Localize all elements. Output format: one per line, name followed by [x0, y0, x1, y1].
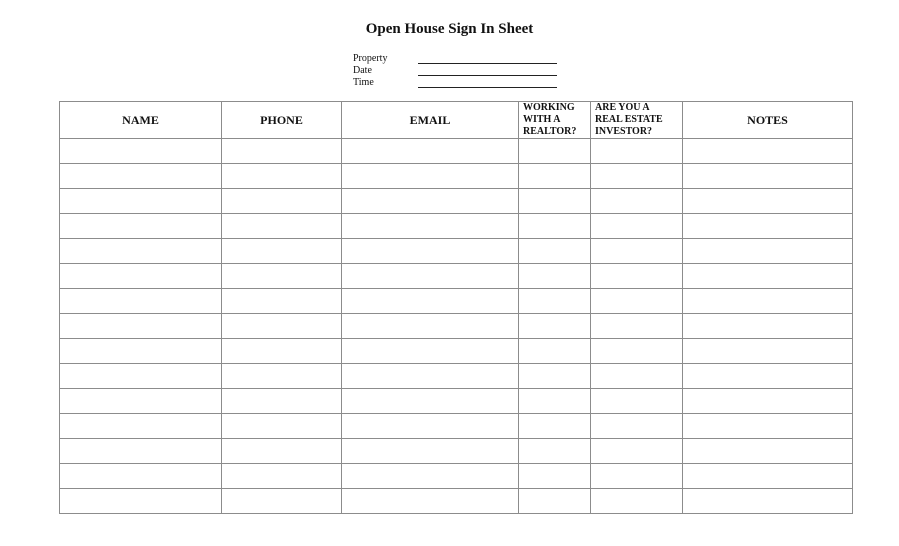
time-label: Time	[353, 77, 374, 88]
table-row	[60, 164, 853, 189]
phone-cell[interactable]	[222, 214, 342, 239]
working-with-realtor-cell[interactable]	[519, 314, 591, 339]
email-cell[interactable]	[342, 289, 519, 314]
working-with-realtor-cell[interactable]	[519, 339, 591, 364]
date-blank-line[interactable]	[418, 75, 557, 76]
email-cell[interactable]	[342, 214, 519, 239]
name-cell[interactable]	[60, 339, 222, 364]
time-blank-line[interactable]	[418, 87, 557, 88]
name-cell[interactable]	[60, 314, 222, 339]
name-cell[interactable]	[60, 464, 222, 489]
real-estate-investor-cell[interactable]	[591, 189, 683, 214]
notes-cell[interactable]	[683, 264, 853, 289]
table-row	[60, 139, 853, 164]
working-with-realtor-column-header	[519, 102, 591, 139]
notes-cell[interactable]	[683, 489, 853, 514]
name-cell[interactable]	[60, 414, 222, 439]
email-cell[interactable]	[342, 264, 519, 289]
working-with-realtor-cell[interactable]	[519, 489, 591, 514]
real-estate-investor-cell[interactable]	[591, 264, 683, 289]
notes-column-header: NOTES	[683, 102, 853, 139]
email-cell[interactable]	[342, 389, 519, 414]
email-cell[interactable]	[342, 139, 519, 164]
property-field	[353, 53, 563, 65]
phone-cell[interactable]	[222, 164, 342, 189]
working-with-realtor-cell[interactable]	[519, 414, 591, 439]
table-row	[60, 339, 853, 364]
working-with-realtor-cell[interactable]	[519, 214, 591, 239]
phone-cell[interactable]	[222, 414, 342, 439]
table-row	[60, 239, 853, 264]
working-with-realtor-cell[interactable]	[519, 139, 591, 164]
property-blank-line[interactable]	[418, 63, 557, 64]
sign-in-table	[59, 101, 853, 514]
header-line: INVESTOR?	[595, 126, 653, 137]
phone-column-header: PHONE	[222, 102, 342, 139]
real-estate-investor-column-header	[591, 102, 683, 139]
email-cell[interactable]	[342, 239, 519, 264]
table-row	[60, 389, 853, 414]
name-cell[interactable]	[60, 139, 222, 164]
phone-cell[interactable]	[222, 339, 342, 364]
table-row	[60, 364, 853, 389]
notes-cell[interactable]	[683, 214, 853, 239]
table-row	[60, 439, 853, 464]
property-label: Property	[353, 53, 388, 64]
notes-cell[interactable]	[683, 439, 853, 464]
email-cell[interactable]	[342, 489, 519, 514]
notes-cell[interactable]	[683, 389, 853, 414]
header-line: WITH A	[523, 114, 561, 125]
name-cell[interactable]	[60, 389, 222, 414]
email-cell[interactable]	[342, 339, 519, 364]
working-with-realtor-cell[interactable]	[519, 164, 591, 189]
real-estate-investor-cell[interactable]	[591, 364, 683, 389]
working-with-realtor-cell[interactable]	[519, 439, 591, 464]
working-with-realtor-cell[interactable]	[519, 189, 591, 214]
table-row	[60, 464, 853, 489]
name-cell[interactable]	[60, 214, 222, 239]
notes-cell[interactable]	[683, 239, 853, 264]
notes-cell[interactable]	[683, 314, 853, 339]
date-label: Date	[353, 65, 372, 76]
phone-cell[interactable]	[222, 464, 342, 489]
real-estate-investor-cell[interactable]	[591, 139, 683, 164]
name-cell[interactable]	[60, 264, 222, 289]
phone-cell[interactable]	[222, 389, 342, 414]
email-cell[interactable]	[342, 464, 519, 489]
date-field	[353, 65, 563, 77]
header-line: REAL ESTATE	[595, 114, 663, 125]
phone-cell[interactable]	[222, 364, 342, 389]
working-with-realtor-cell[interactable]	[519, 389, 591, 414]
header-line: WORKING	[523, 102, 575, 113]
phone-cell[interactable]	[222, 239, 342, 264]
notes-cell[interactable]	[683, 139, 853, 164]
table-row	[60, 189, 853, 214]
real-estate-investor-cell[interactable]	[591, 314, 683, 339]
name-cell[interactable]	[60, 489, 222, 514]
notes-cell[interactable]	[683, 464, 853, 489]
working-with-realtor-cell[interactable]	[519, 289, 591, 314]
real-estate-investor-cell[interactable]	[591, 489, 683, 514]
real-estate-investor-cell[interactable]	[591, 289, 683, 314]
name-cell[interactable]	[60, 289, 222, 314]
time-field	[353, 77, 563, 89]
phone-cell[interactable]	[222, 139, 342, 164]
working-with-realtor-cell[interactable]	[519, 239, 591, 264]
name-cell[interactable]	[60, 164, 222, 189]
real-estate-investor-cell[interactable]	[591, 414, 683, 439]
email-cell[interactable]	[342, 164, 519, 189]
notes-cell[interactable]	[683, 189, 853, 214]
working-with-realtor-cell[interactable]	[519, 464, 591, 489]
phone-cell[interactable]	[222, 439, 342, 464]
name-cell[interactable]	[60, 364, 222, 389]
table-row	[60, 264, 853, 289]
property-details	[353, 53, 563, 89]
real-estate-investor-cell[interactable]	[591, 339, 683, 364]
email-cell[interactable]	[342, 364, 519, 389]
name-cell[interactable]	[60, 189, 222, 214]
email-cell[interactable]	[342, 189, 519, 214]
table-row	[60, 489, 853, 514]
name-column-header: NAME	[60, 102, 222, 139]
working-with-realtor-cell[interactable]	[519, 364, 591, 389]
email-cell[interactable]	[342, 439, 519, 464]
notes-cell[interactable]	[683, 164, 853, 189]
table-row	[60, 314, 853, 339]
notes-cell[interactable]	[683, 414, 853, 439]
notes-cell[interactable]	[683, 339, 853, 364]
real-estate-investor-cell[interactable]	[591, 464, 683, 489]
notes-cell[interactable]	[683, 289, 853, 314]
notes-cell[interactable]	[683, 364, 853, 389]
email-cell[interactable]	[342, 414, 519, 439]
phone-cell[interactable]	[222, 189, 342, 214]
header-row	[60, 102, 853, 139]
header-line: ARE YOU A	[595, 102, 650, 113]
phone-cell[interactable]	[222, 489, 342, 514]
phone-cell[interactable]	[222, 314, 342, 339]
table-row	[60, 214, 853, 239]
real-estate-investor-cell[interactable]	[591, 164, 683, 189]
phone-cell[interactable]	[222, 289, 342, 314]
table-row	[60, 414, 853, 439]
real-estate-investor-cell[interactable]	[591, 439, 683, 464]
email-cell[interactable]	[342, 314, 519, 339]
header-line: REALTOR?	[523, 126, 577, 137]
name-cell[interactable]	[60, 239, 222, 264]
phone-cell[interactable]	[222, 264, 342, 289]
email-column-header: EMAIL	[342, 102, 519, 139]
real-estate-investor-cell[interactable]	[591, 214, 683, 239]
real-estate-investor-cell[interactable]	[591, 389, 683, 414]
table-row	[60, 289, 853, 314]
working-with-realtor-cell[interactable]	[519, 264, 591, 289]
sign-in-rows	[60, 139, 853, 514]
real-estate-investor-cell[interactable]	[591, 239, 683, 264]
name-cell[interactable]	[60, 439, 222, 464]
sheet-title: Open House Sign In Sheet	[365, 21, 534, 37]
